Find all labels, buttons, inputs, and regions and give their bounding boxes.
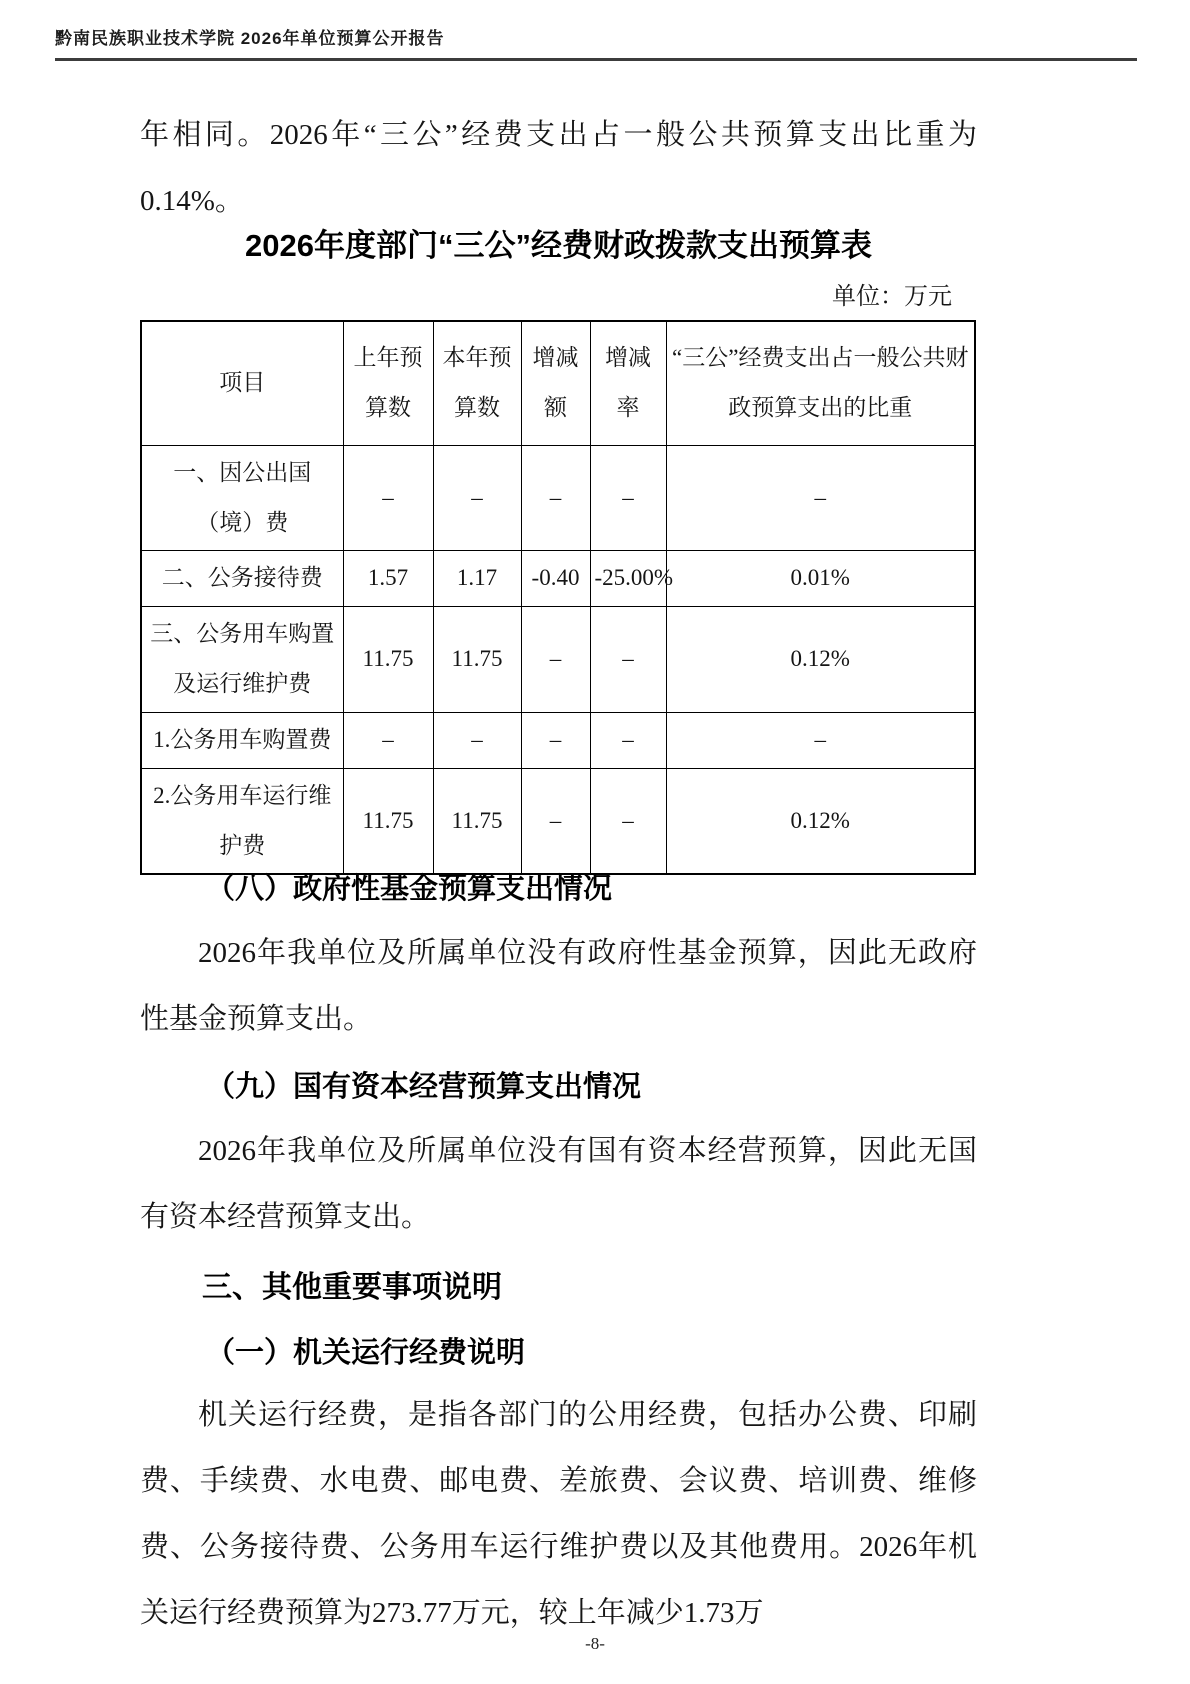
table-row — [141, 445, 975, 550]
cell-change: – — [521, 606, 590, 712]
cell-item: 二、公务接待费 — [141, 550, 343, 606]
cell-rate: – — [590, 712, 666, 768]
col-header-item: 项目 — [141, 321, 343, 445]
section-body-8: 2026年我单位及所属单位没有政府性基金预算，因此无政府性基金预算支出。 — [140, 937, 977, 1035]
cell-prev: 1.57 — [343, 550, 433, 606]
table-row — [141, 768, 975, 874]
header-divider-rule — [55, 58, 1137, 61]
section-body-9: 2026年我单位及所属单位没有国有资本经营预算，因此无国有资本经营预算支出。 — [140, 1135, 977, 1233]
section-heading-9: （九）国有资本经营预算支出情况 — [206, 1071, 642, 1103]
table-header-row — [141, 321, 975, 445]
part3-heading: 三、其他重要事项说明 — [202, 1271, 502, 1304]
budget-table — [140, 320, 976, 875]
cell-share: 0.01% — [666, 550, 975, 606]
cell-share: – — [666, 712, 975, 768]
col-header-share: “三公”经费支出占一般公共财政预算支出的比重 — [666, 321, 975, 445]
cell-change: – — [521, 768, 590, 874]
cell-prev: 11.75 — [343, 606, 433, 712]
col-header-curr-budget: 本年预算数 — [433, 321, 521, 445]
cell-curr: 11.75 — [433, 606, 521, 712]
cell-change: – — [521, 445, 590, 550]
cell-rate: – — [590, 445, 666, 550]
table-title: 2026年度部门“三公”经费财政拨款支出预算表 — [245, 228, 872, 263]
cell-item: 一、因公出国（境）费 — [141, 445, 343, 550]
cell-curr: – — [433, 712, 521, 768]
cell-change: – — [521, 712, 590, 768]
cell-item: 1.公务用车购置费 — [141, 712, 343, 768]
section-heading-1: （一）机关运行经费说明 — [206, 1337, 526, 1369]
cell-share: – — [666, 445, 975, 550]
budget-table-container — [140, 320, 976, 875]
section-heading-8: （八）政府性基金预算支出情况 — [206, 873, 613, 905]
page-number: -8- — [585, 1634, 605, 1653]
cell-item: 2.公务用车运行维护费 — [141, 768, 343, 874]
cell-share: 0.12% — [666, 606, 975, 712]
table-unit-label: 单位：万元 — [832, 284, 952, 310]
cell-rate: -25.00% — [590, 550, 666, 606]
table-row — [141, 550, 975, 606]
cell-rate: – — [590, 768, 666, 874]
section-body-1: 机关运行经费，是指各部门的公用经费，包括办公费、印刷费、手续费、水电费、邮电费、差旅费、会议费、培训费、维修费、公务接待费、公务用车运行维护费以及其他费用。2026年机关运行经费预算为273.77万元，较上年减少1.73万 — [140, 1399, 977, 1629]
table-row — [141, 606, 975, 712]
col-header-change-rate: 增减率 — [590, 321, 666, 445]
cell-curr: 11.75 — [433, 768, 521, 874]
cell-share: 0.12% — [666, 768, 975, 874]
cell-curr: 1.17 — [433, 550, 521, 606]
cell-prev: 11.75 — [343, 768, 433, 874]
cell-prev: – — [343, 712, 433, 768]
document-header-title: 黔南民族职业技术学院 2026年单位预算公开报告 — [55, 29, 445, 48]
intro-paragraph: 年相同。2026年“三公”经费支出占一般公共预算支出比重为0.14%。 — [140, 119, 977, 217]
cell-rate: – — [590, 606, 666, 712]
col-header-prev-budget: 上年预算数 — [343, 321, 433, 445]
col-header-change-amount: 增减额 — [521, 321, 590, 445]
cell-prev: – — [343, 445, 433, 550]
cell-change: -0.40 — [521, 550, 590, 606]
table-row — [141, 712, 975, 768]
cell-curr: – — [433, 445, 521, 550]
cell-item: 三、公务用车购置及运行维护费 — [141, 606, 343, 712]
